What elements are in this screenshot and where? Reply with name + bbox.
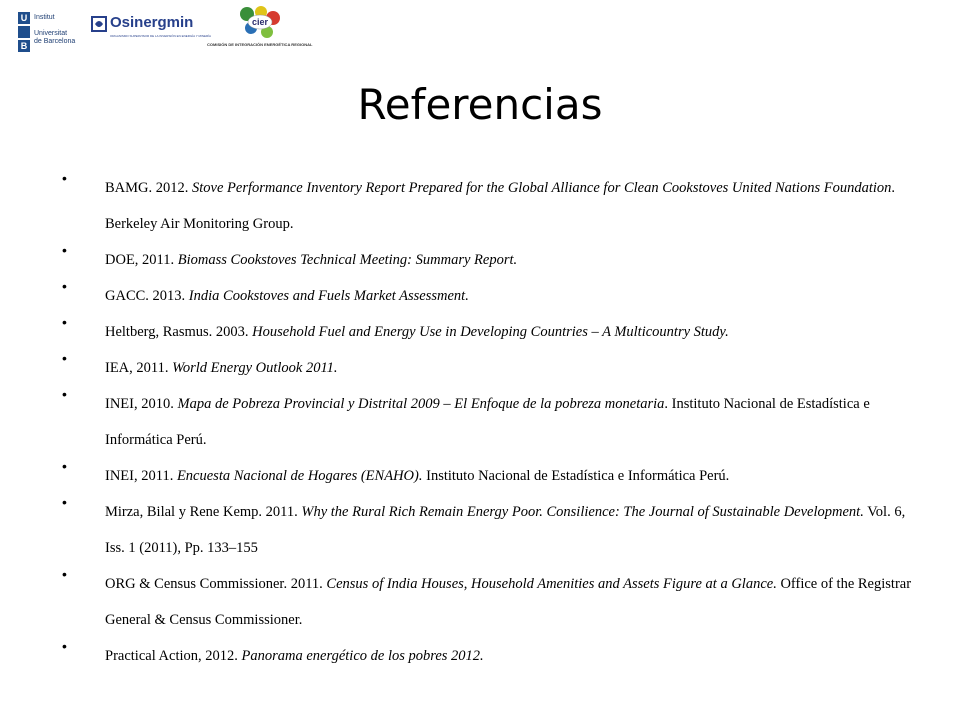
ub-mark-u: U bbox=[18, 12, 30, 24]
reference-item bbox=[62, 350, 922, 386]
reference-author-year: INEI, 2010. bbox=[105, 396, 178, 412]
header-logos bbox=[0, 0, 960, 60]
osinergmin-name: Osinergmin bbox=[110, 14, 194, 31]
reference-author-year: BAMG. 2012. bbox=[105, 180, 193, 196]
cier-emblem-icon bbox=[233, 6, 303, 42]
reference-title: World Energy Outlook 2011. bbox=[172, 360, 338, 376]
osinergmin-logo bbox=[90, 14, 212, 44]
reference-title: Why the Rural Rich Remain Energy Poor. Consilience: The Journal of Sustainable Development. bbox=[301, 504, 864, 520]
bullet-icon: • bbox=[62, 242, 67, 258]
reference-author-year: GACC. 2013. bbox=[105, 288, 189, 304]
reference-title: Encuesta Nacional de Hogares (ENAHO). bbox=[176, 468, 423, 484]
bullet-icon: • bbox=[62, 314, 67, 330]
bullet-icon: • bbox=[62, 566, 67, 582]
reference-publisher: . Berkeley Air Monitoring Group. bbox=[105, 180, 896, 232]
bullet-icon: • bbox=[62, 278, 67, 294]
ub-line1: Institut bbox=[34, 14, 55, 21]
reference-author-year: DOE, 2011. bbox=[105, 252, 178, 268]
cier-name: cier bbox=[251, 17, 269, 27]
reference-publisher: Instituto Nacional de Estadística e Informática Perú. bbox=[422, 468, 730, 484]
reference-item bbox=[62, 494, 922, 566]
reference-title: Biomass Cookstoves Technical Meeting: Summary Report. bbox=[177, 252, 518, 268]
bullet-icon: • bbox=[62, 638, 67, 654]
reference-item bbox=[62, 638, 922, 674]
osinergmin-tagline: ORGANISMO SUPERVISOR DE LA INVERSIÓN EN ENERGÍA Y MINERÍA bbox=[110, 34, 212, 38]
reference-item bbox=[62, 386, 922, 458]
reference-title: Census of India Houses, Household Amenities and Assets Figure at a Glance. bbox=[326, 576, 777, 592]
reference-title: India Cookstoves and Fuels Market Assessment. bbox=[188, 288, 469, 304]
reference-title: Mapa de Pobreza Provincial y Distrital 2009 – El Enfoque de la pobreza monetaria bbox=[177, 396, 665, 412]
reference-author-year: INEI, 2011. bbox=[105, 468, 177, 484]
ub-line3: de Barcelona bbox=[34, 38, 76, 45]
reference-publisher: Vol. 6, Iss. 1 (2011), Pp. 133–155 bbox=[105, 504, 906, 556]
osinergmin-emblem-icon bbox=[90, 14, 108, 34]
reference-publisher: Office of the Registrar General & Census Commissioner. bbox=[105, 576, 912, 628]
reference-item bbox=[62, 278, 922, 314]
cier-logo bbox=[205, 6, 313, 48]
reference-publisher: . Instituto Nacional de Estadística e Informática Perú. bbox=[105, 396, 870, 448]
reference-item bbox=[62, 242, 922, 278]
bullet-icon: • bbox=[62, 170, 67, 186]
bullet-icon: • bbox=[62, 494, 67, 510]
bullet-icon: • bbox=[62, 458, 67, 474]
reference-author-year: IEA, 2011. bbox=[105, 360, 173, 376]
bullet-icon: • bbox=[62, 386, 67, 402]
references-list bbox=[62, 170, 922, 674]
reference-author-year: Heltberg, Rasmus. 2003. bbox=[105, 324, 253, 340]
universitat-barcelona-logo bbox=[18, 10, 80, 50]
bullet-icon: • bbox=[62, 350, 67, 366]
slide-title: Referencias bbox=[357, 80, 603, 129]
reference-title: Stove Performance Inventory Report Prepared for the Global Alliance for Clean Cookstoves United Nations Foundation bbox=[192, 180, 892, 196]
reference-title: Panorama energético de los pobres 2012. bbox=[241, 648, 484, 664]
reference-author-year: ORG & Census Commissioner. 2011. bbox=[105, 576, 327, 592]
ub-mark-b: B bbox=[18, 40, 30, 52]
reference-item bbox=[62, 566, 922, 638]
ub-line2: Universitat bbox=[34, 30, 68, 37]
reference-item bbox=[62, 170, 922, 242]
reference-author-year: Practical Action, 2012. bbox=[105, 648, 242, 664]
reference-author-year: Mirza, Bilal y Rene Kemp. 2011. bbox=[105, 504, 302, 520]
reference-item bbox=[62, 314, 922, 350]
reference-item bbox=[62, 458, 922, 494]
ub-mark-i bbox=[18, 26, 30, 38]
cier-caption: COMISIÓN DE INTEGRACIÓN ENERGÉTICA REGIONAL bbox=[207, 42, 313, 47]
reference-title: Household Fuel and Energy Use in Developing Countries – A Multicountry Study. bbox=[252, 324, 729, 340]
